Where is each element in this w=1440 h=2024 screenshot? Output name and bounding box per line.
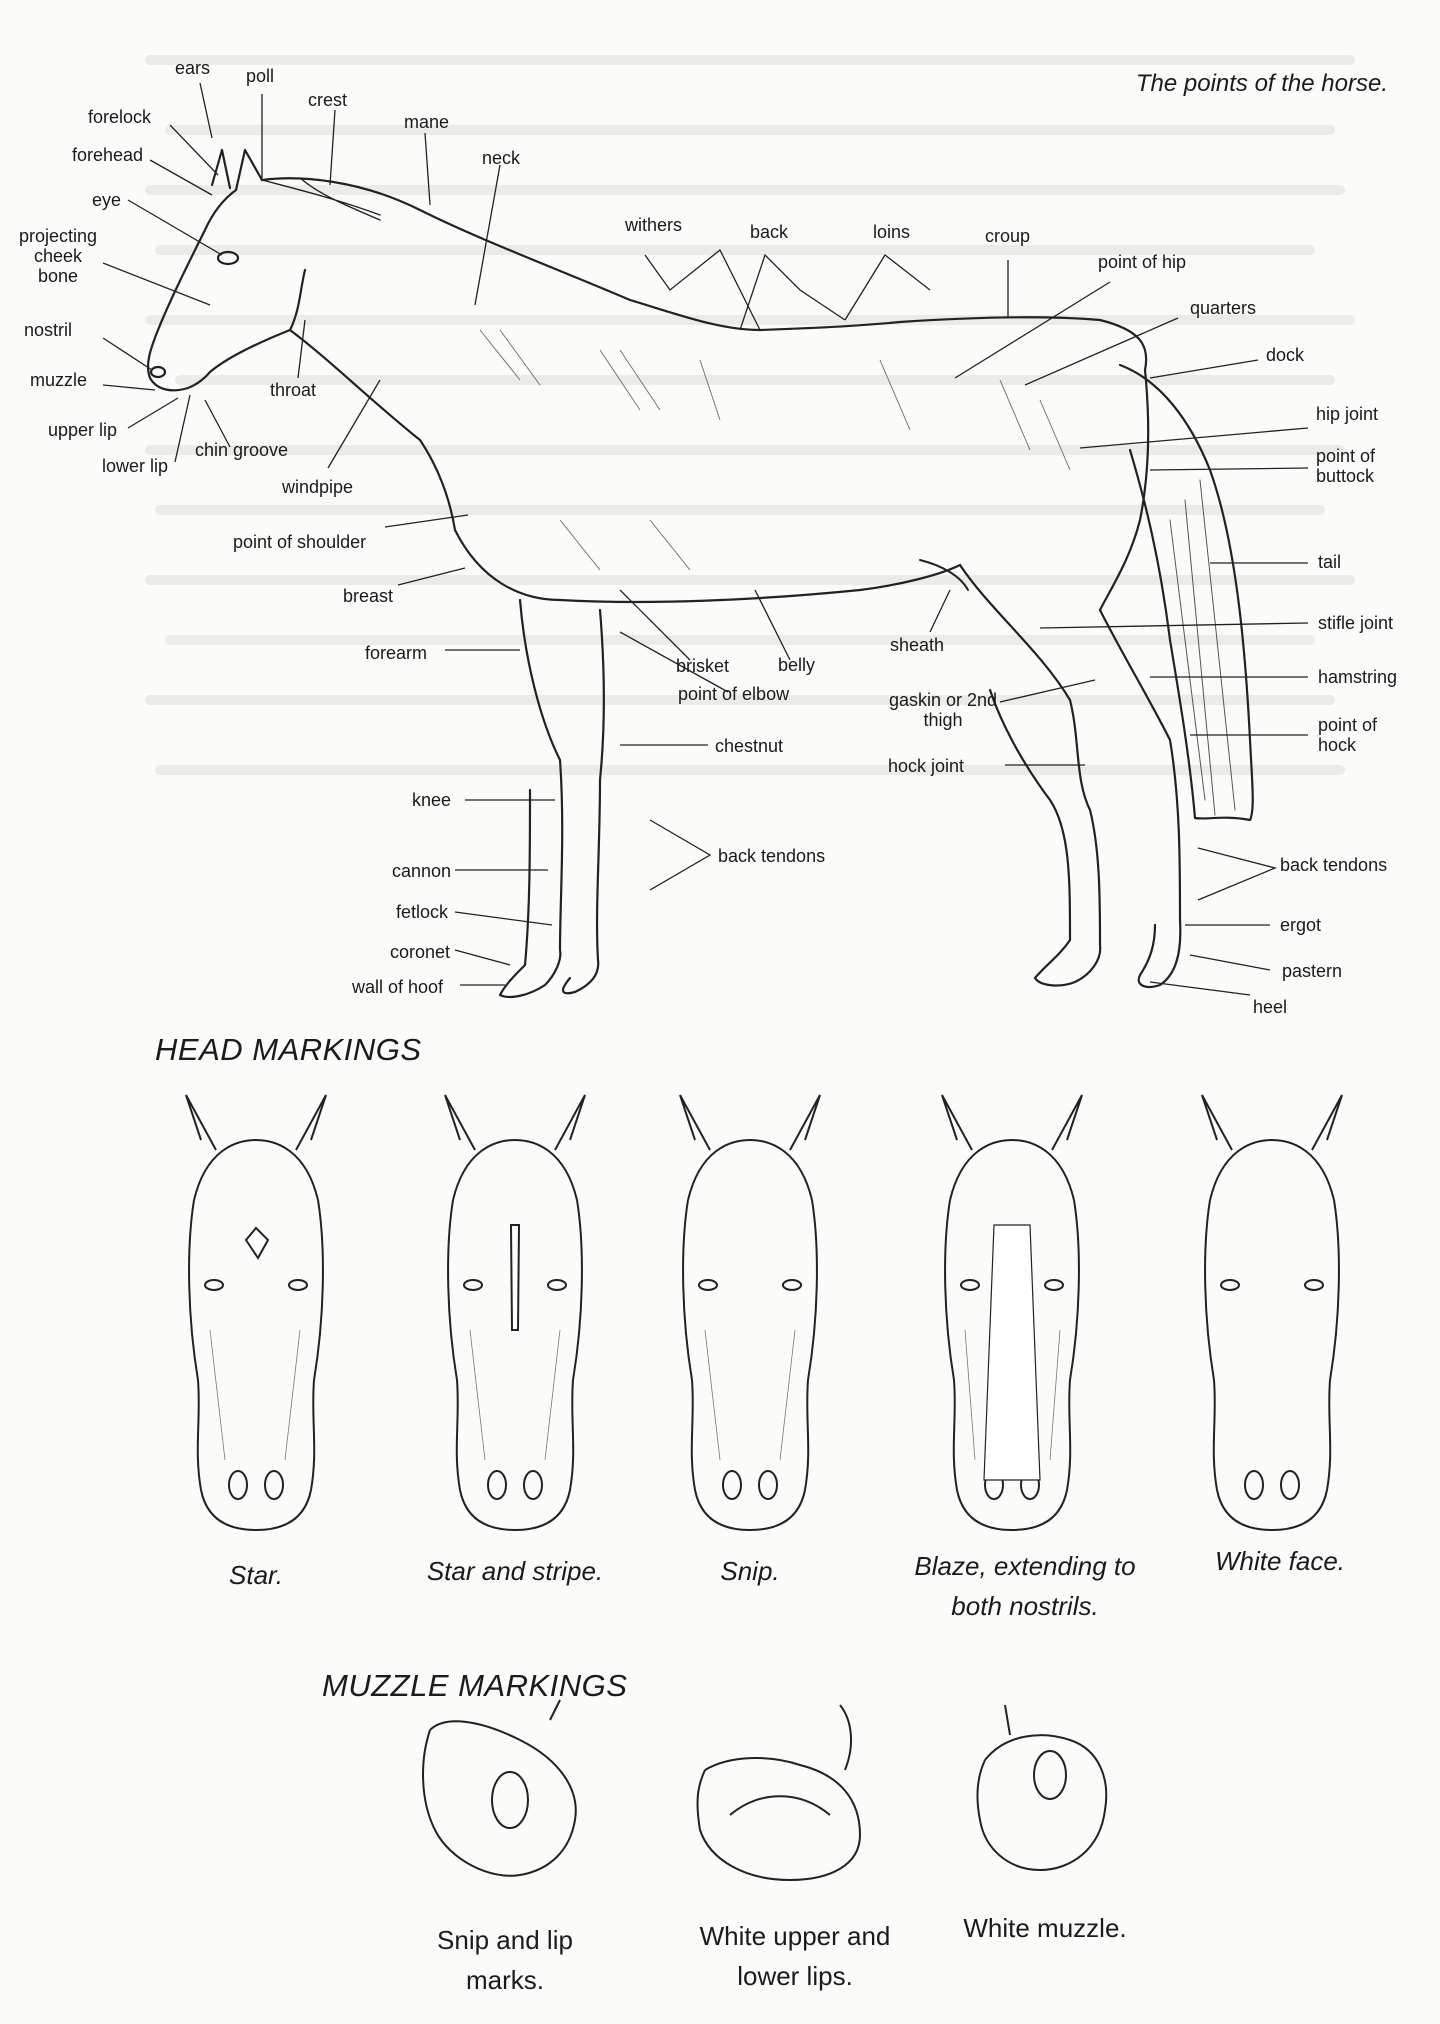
label-gaskin: gaskin or 2nd thigh (888, 690, 998, 730)
label-coronet: coronet (390, 942, 451, 962)
label-chin-groove: chin groove (195, 440, 289, 460)
label-croup: croup (985, 226, 1031, 246)
label-loins: loins (873, 222, 911, 242)
label-eye: eye (92, 190, 122, 210)
head-drawings (186, 1095, 1342, 1530)
label-back: back (750, 222, 789, 242)
label-hip-joint: hip joint (1316, 404, 1379, 424)
label-hock-joint: hock joint (888, 756, 965, 776)
label-point-of-elbow: point of elbow (678, 684, 790, 704)
label-stifle-joint: stifle joint (1318, 613, 1394, 633)
label-poll: poll (246, 66, 275, 86)
label-nostril: nostril (24, 320, 73, 340)
label-crest: crest (308, 90, 348, 110)
label-brisket: brisket (676, 656, 730, 676)
label-sheath: sheath (890, 635, 945, 655)
label-neck: neck (482, 148, 521, 168)
caption-snip-and-lip: Snip and lip marks. (437, 1925, 573, 1995)
head-markings-title: HEAD MARKINGS (155, 1032, 422, 1067)
label-forelock: forelock (88, 107, 152, 127)
label-windpipe: windpipe (282, 477, 354, 497)
head-blaze (942, 1095, 1082, 1530)
label-forearm: forearm (365, 643, 428, 663)
label-lower-lip: lower lip (102, 456, 169, 476)
label-knee: knee (412, 790, 452, 810)
head-white-face (1202, 1095, 1342, 1530)
label-throat: throat (270, 380, 317, 400)
label-fetlock: fetlock (396, 902, 449, 922)
label-belly: belly (778, 655, 816, 675)
label-pastern: pastern (1282, 961, 1343, 981)
label-tail: tail (1318, 552, 1342, 572)
caption-star-and-stripe: Star and stripe. (426, 1556, 604, 1586)
label-mane: mane (404, 112, 450, 132)
label-breast: breast (343, 586, 394, 606)
label-muzzle: muzzle (30, 370, 88, 390)
head-star-and-stripe (445, 1095, 585, 1530)
label-forehead: forehead (72, 145, 144, 165)
label-heel: heel (1253, 997, 1288, 1017)
label-dock: dock (1266, 345, 1305, 365)
label-withers: withers (625, 215, 683, 235)
head-star (186, 1095, 326, 1530)
label-ergot: ergot (1280, 915, 1322, 935)
label-point-of-shoulder: point of shoulder (233, 532, 367, 552)
muzzle-drawings (423, 1700, 1106, 1880)
label-back-tendons-right: back tendons (1280, 855, 1388, 875)
muzzle-snip-and-lip (423, 1700, 576, 1876)
muzzle-markings-title: MUZZLE MARKINGS (322, 1668, 628, 1703)
muzzle-white-lips (698, 1705, 860, 1880)
label-cannon: cannon (392, 861, 452, 881)
caption-snip: Snip. (720, 1556, 780, 1586)
label-point-of-buttock: point of buttock (1316, 446, 1376, 486)
label-upper-lip: upper lip (48, 420, 118, 440)
label-point-of-hip: point of hip (1098, 252, 1187, 272)
caption-blaze: Blaze, extending to both nostrils. (914, 1551, 1136, 1621)
label-wall-of-hoof: wall of hoof (352, 977, 444, 997)
caption-white-lips: White upper and lower lips. (699, 1921, 891, 1991)
label-ears: ears (175, 58, 211, 78)
label-hamstring: hamstring (1318, 667, 1398, 687)
label-projecting-cheek-bone: projecting cheek bone (18, 226, 98, 286)
muzzle-white-muzzle (978, 1705, 1107, 1870)
label-chestnut: chestnut (715, 736, 784, 756)
label-back-tendons-left: back tendons (718, 846, 826, 866)
caption-white-muzzle: White muzzle. (963, 1913, 1127, 1943)
label-quarters: quarters (1190, 298, 1257, 318)
label-point-of-hock: point of hock (1318, 715, 1378, 755)
head-shading (210, 1330, 1060, 1460)
head-snip (680, 1095, 820, 1530)
caption-white-face: White face. (1214, 1546, 1346, 1576)
figure-title: The points of the horse. (1135, 70, 1388, 97)
horse-shading (480, 330, 1070, 570)
caption-star: Star. (229, 1560, 283, 1590)
horse-outline (148, 150, 1253, 997)
